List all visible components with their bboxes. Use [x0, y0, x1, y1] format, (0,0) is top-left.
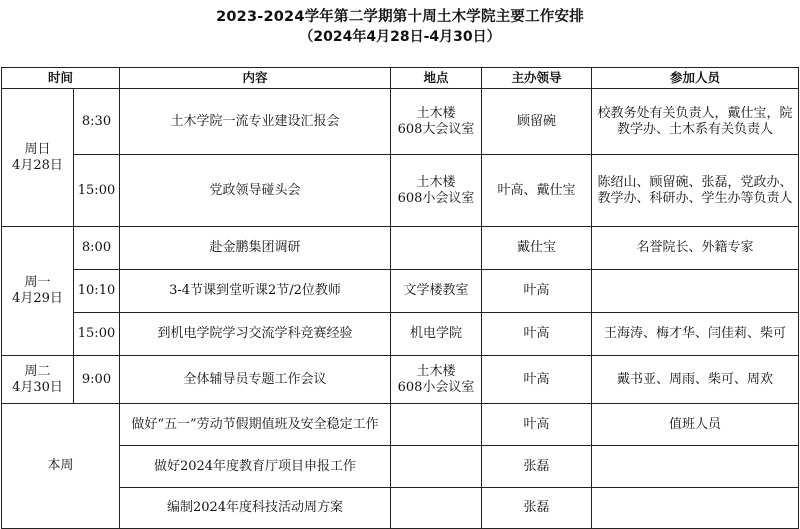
time-cell: 10:10	[74, 270, 120, 313]
header-content: 内容	[120, 68, 391, 89]
content-cell: 做好“五一”劳动节假期值班及安全稳定工作	[120, 404, 391, 446]
leader-cell: 叶高	[482, 356, 592, 404]
location-cell	[391, 89, 482, 155]
leader-cell: 张磊	[482, 488, 592, 529]
attendees-cell: 陈绍山、顾留碗、张磊，党政办、教学办、科研办、学生办等负责人	[592, 155, 799, 227]
schedule-table	[1, 67, 799, 529]
content-cell: 全体辅导员专题工作会议	[120, 356, 391, 404]
table-row	[2, 155, 799, 227]
table-row	[2, 404, 799, 446]
content-cell: 到机电学院学习交流学科竞赛经验	[120, 313, 391, 356]
header-leader: 主办领导	[482, 68, 592, 89]
location-line: 608大会议室	[397, 121, 475, 137]
content-cell: 党政领导碰头会	[120, 155, 391, 227]
day-date: 4月28日	[12, 157, 63, 173]
location-cell	[391, 446, 482, 488]
attendees-cell: 校教务处有关负责人，戴仕宝，院教学办、土木系有关负责人	[592, 89, 799, 155]
table-row	[2, 446, 799, 488]
attendees-cell: 名誉院长、外籍专家	[592, 227, 799, 270]
day-name: 周日	[24, 141, 51, 157]
document-subtitle: （2024年4月28日-4月30日）	[299, 29, 501, 45]
content-cell: 编制2024年度科技活动周方案	[120, 488, 391, 529]
location-cell	[391, 488, 482, 529]
day-name: 周二	[24, 363, 51, 379]
attendees-cell	[592, 446, 799, 488]
header-attendees: 参加人员	[592, 68, 799, 89]
time-cell: 9:00	[74, 356, 120, 404]
attendees-cell	[592, 270, 799, 313]
day-cell-sunday	[2, 89, 74, 227]
location-cell: 文学楼教室	[391, 270, 482, 313]
table-row	[2, 227, 799, 270]
content-cell: 土木学院一流专业建设汇报会	[120, 89, 391, 155]
time-cell: 8:30	[74, 89, 120, 155]
day-date: 4月30日	[12, 379, 63, 395]
attendees-cell	[592, 488, 799, 529]
leader-cell: 顾留碗	[482, 89, 592, 155]
location-line: 608小会议室	[397, 190, 475, 206]
day-cell-monday	[2, 227, 74, 356]
content-cell: 赴金鹏集团调研	[120, 227, 391, 270]
location-cell: 机电学院	[391, 313, 482, 356]
table-row	[2, 488, 799, 529]
time-cell: 15:00	[74, 313, 120, 356]
table-row	[2, 89, 799, 155]
table-row	[2, 356, 799, 404]
document-title: 2023-2024学年第二学期第十周土木学院主要工作安排	[216, 9, 584, 25]
content-cell: 3-4节课到堂听课2节/2位教师	[120, 270, 391, 313]
time-cell: 8:00	[74, 227, 120, 270]
attendees-cell: 值班人员	[592, 404, 799, 446]
location-line: 土木楼	[416, 174, 456, 190]
attendees-cell: 王海涛、梅才华、闫佳莉、柴可	[592, 313, 799, 356]
location-line: 608小会议室	[397, 379, 475, 395]
location-line: 土木楼	[416, 105, 456, 121]
location-cell	[391, 227, 482, 270]
leader-cell: 叶高	[482, 270, 592, 313]
header-time: 时间	[2, 68, 120, 89]
content-cell: 做好2024年度教育厅项目申报工作	[120, 446, 391, 488]
day-date: 4月29日	[12, 291, 63, 306]
day-name: 周一	[24, 275, 51, 290]
location-cell	[391, 155, 482, 227]
attendees-cell: 戴书亚、周雨、柴可、周欢	[592, 356, 799, 404]
leader-cell: 张磊	[482, 446, 592, 488]
header-location: 地点	[391, 68, 482, 89]
table-row	[2, 270, 799, 313]
week-cell: 本周	[2, 404, 120, 529]
day-cell-tuesday	[2, 356, 74, 404]
location-cell	[391, 356, 482, 404]
leader-cell: 戴仕宝	[482, 227, 592, 270]
location-cell	[391, 404, 482, 446]
time-cell: 15:00	[74, 155, 120, 227]
header-row	[2, 68, 799, 89]
location-line: 土木楼	[416, 363, 456, 379]
table-row	[2, 313, 799, 356]
leader-cell: 叶高、戴仕宝	[482, 155, 592, 227]
leader-cell: 叶高	[482, 404, 592, 446]
leader-cell: 叶高	[482, 313, 592, 356]
